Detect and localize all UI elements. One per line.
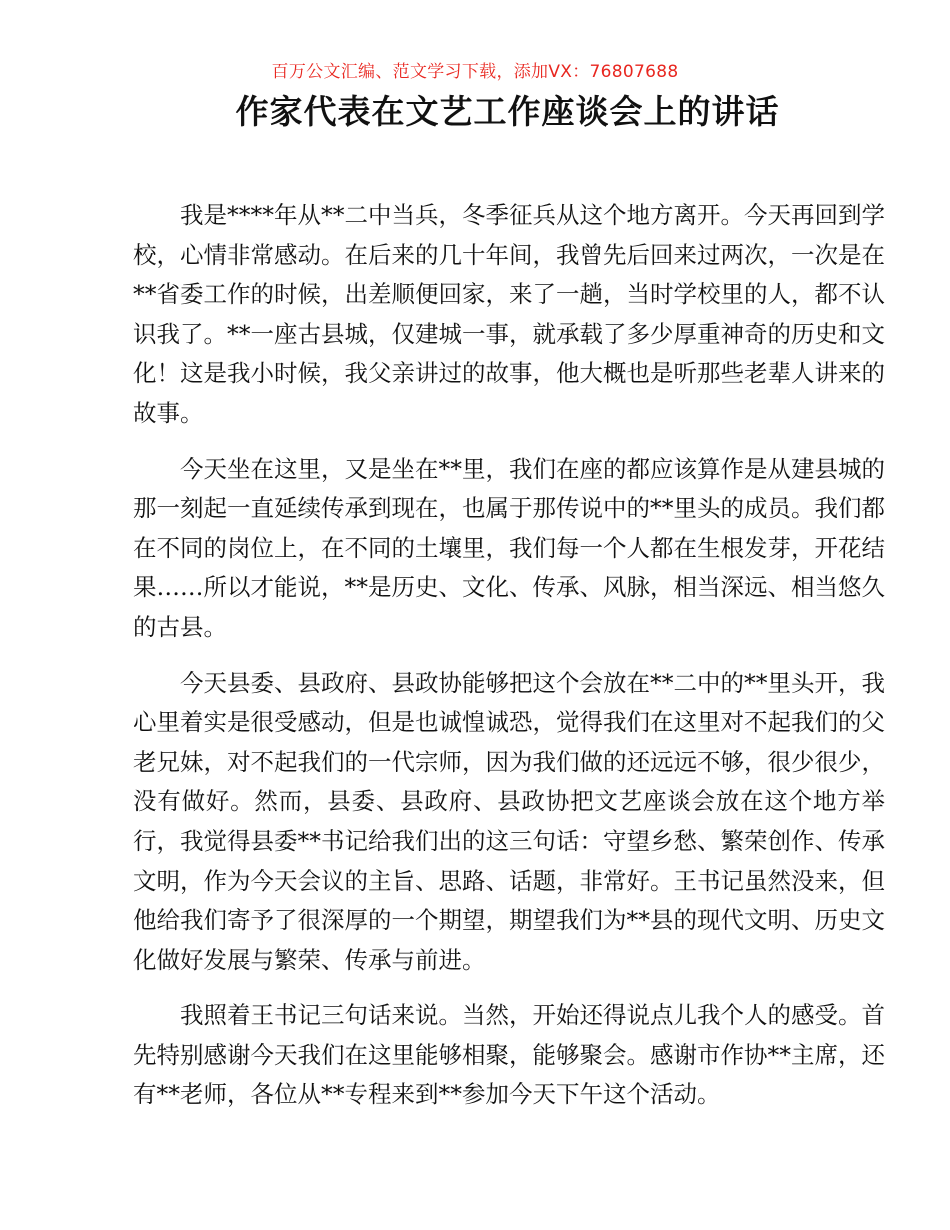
paragraph: 今天坐在这里，又是坐在**里，我们在座的都应该算作是从建县城的那一刻起一直延续传承到现在，也属于那传说中的**里头的成员。我们都在不同的岗位上，在不同的土壤里，我们每一个人都在生根发芽，开花结果……所以才能说，**是历史、文化、传承、风脉，相当深远、相当悠久的古县。 <box>133 454 885 641</box>
document-title: 作家代表在文艺工作座谈会上的讲话 <box>235 92 780 131</box>
paragraph: 我是****年从**二中当兵，冬季征兵从这个地方离开。今天再回到学校，心情非常感动。在后来的几十年间，我曾先后回来过两次，一次是在**省委工作的时候，出差顺便回家，来了一趟，当时学校里的人，都不认识我了。**一座古县城，仅建城一事，就承载了多少厚重神奇的历史和文化！这是我小时候，我父亲讲过的故事，他大概也是听那些老辈人讲来的故事。 <box>133 201 885 427</box>
document-body <box>133 196 885 1131</box>
watermark-note: 百万公文汇编、范文学习下载，添加VX：76807688 <box>271 62 679 82</box>
paragraph: 我照着王书记三句话来说。当然，开始还得说点儿我个人的感受。首先特别感谢今天我们在这里能够相聚，能够聚会。感谢市作协**主席，还有**老师，各位从**专程来到**参加今天下午这个活动。 <box>133 1001 885 1109</box>
paragraph: 今天县委、县政府、县政协能够把这个会放在**二中的**里头开，我心里着实是很受感动，但是也诚惶诚恐，觉得我们在这里对不起我们的父老兄妹，对不起我们的一代宗师，因为我们做的还远远不够，很少很少，没有做好。然而，县委、县政府、县政协把文艺座谈会放在这个地方举行，我觉得县委**书记给我们出的这三句话：守望乡愁、繁荣创作、传承文明，作为今天会议的主旨、思路、话题，非常好。王书记虽然没来，但他给我们寄予了很深厚的一个期望，期望我们为**县的现代文明、历史文化做好发展与繁荣、传承与前进。 <box>133 668 885 974</box>
